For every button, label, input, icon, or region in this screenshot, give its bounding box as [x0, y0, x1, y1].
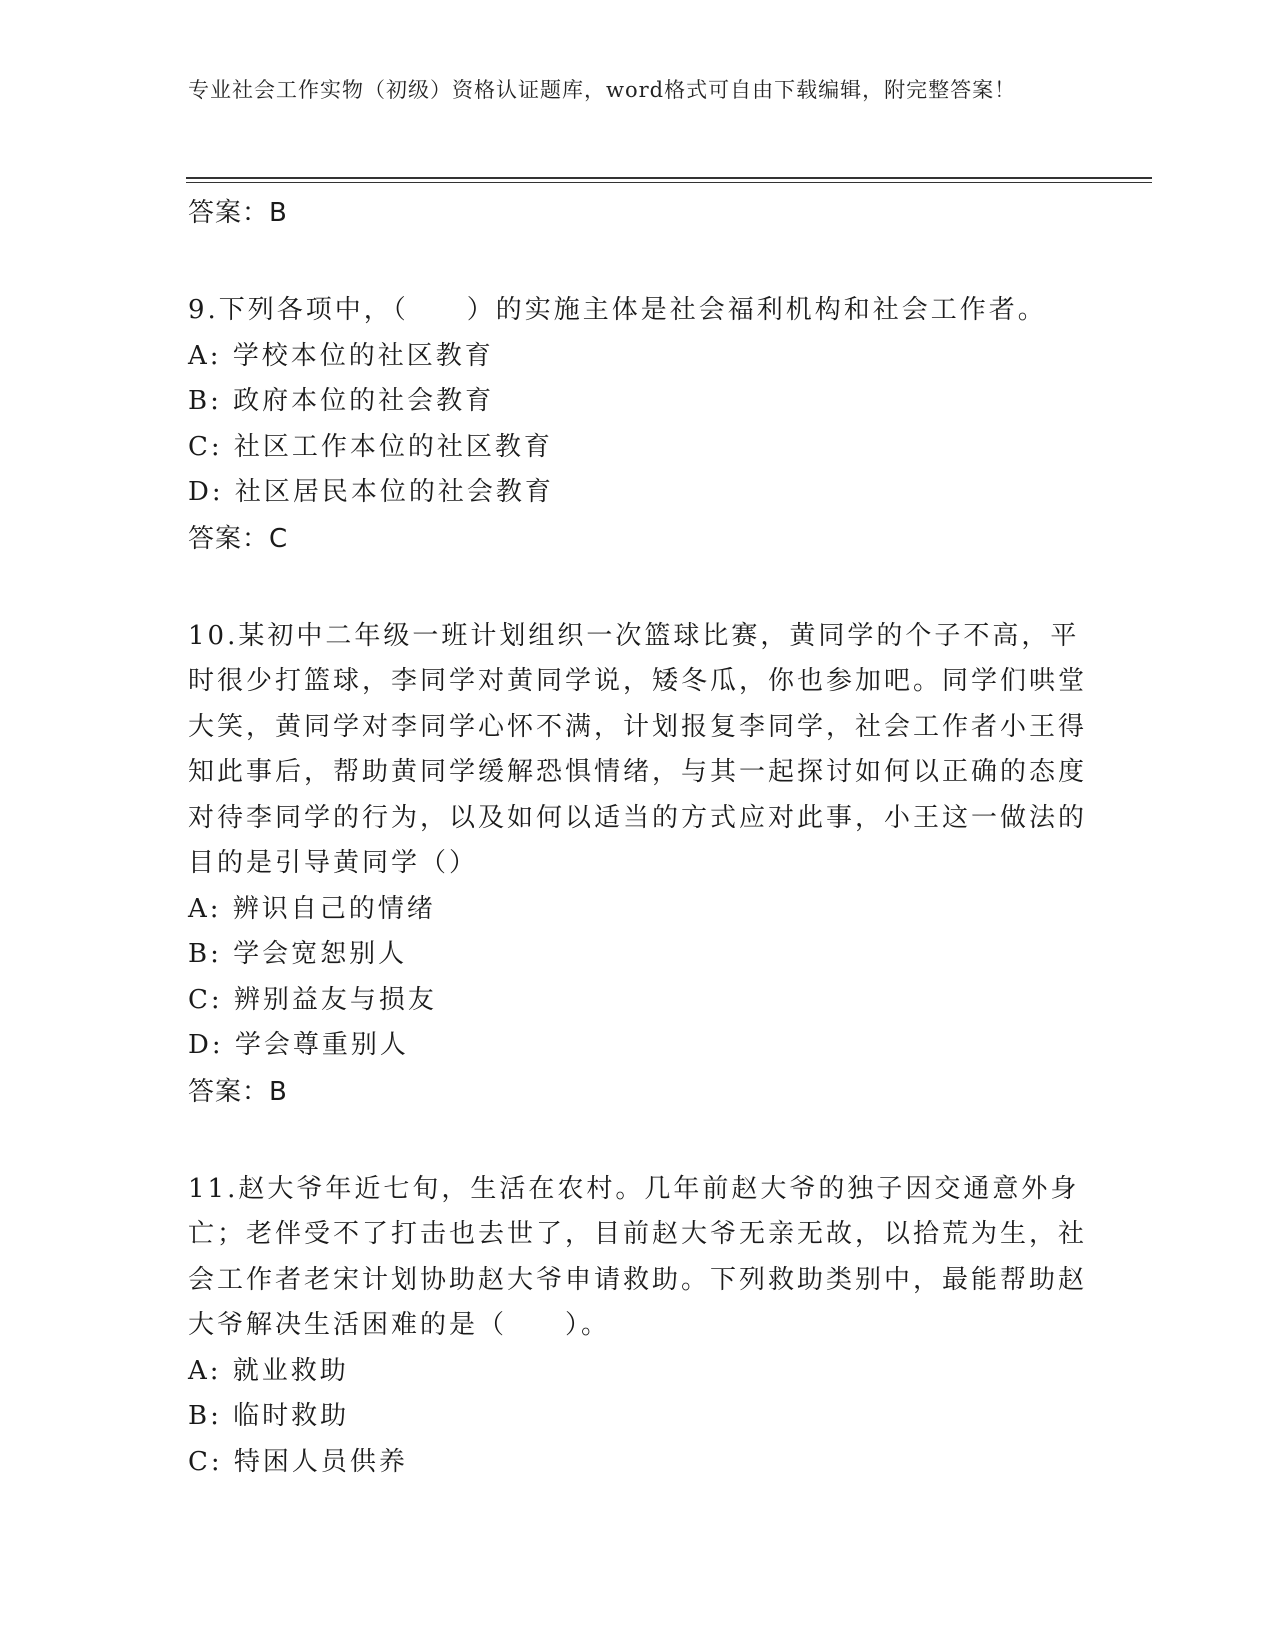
question-stem: 11.赵大爷年近七旬，生活在农村。几年前赵大爷的独子因交通意外身亡；老伴受不了打击也去世了，目前赵大爷无亲无故，以拾荒为生，社会工作者老宋计划协助赵大爷申请救助。下列救助类别中，最能帮助赵大爷解决生活困难的是（ ）。 — [188, 1173, 1088, 1340]
header-divider-thin — [186, 182, 1152, 183]
option-b: B: 学会宽恕别人 — [188, 939, 408, 969]
answer-q10: 答案：B — [188, 1076, 288, 1107]
option-c: C: 社区工作本位的社区教育 — [188, 431, 553, 462]
page-header: 专业社会工作实物（初级）资格认证题库，word格式可自由下载编辑，附完整答案！ — [188, 78, 1017, 102]
option-b: B: 政府本位的社会教育 — [188, 386, 495, 416]
option-c: C: 辨别益友与损友 — [188, 984, 437, 1015]
answer-q8: 答案：B — [188, 198, 288, 228]
document-body — [188, 190, 1088, 1485]
answer-q9: 答案：C — [188, 523, 289, 554]
option-d: D: 学会尊重别人 — [188, 1030, 409, 1060]
question-10 — [188, 614, 1088, 1115]
option-a: A: 学校本位的社区教育 — [188, 340, 494, 371]
question-stem: 9.下列各项中，（ ）的实施主体是社会福利机构和社会工作者。 — [188, 295, 1047, 325]
option-c: C: 特困人员供养 — [188, 1446, 408, 1477]
question-stem: 10.某初中二年级一班计划组织一次篮球比赛，黄同学的个子不高，平时很少打篮球，李同学对黄同学说，矮冬瓜，你也参加吧。同学们哄堂大笑，黄同学对李同学心怀不满，计划报复李同学，社会工作者小王得知此事后，帮助黄同学缓解恐惧情绪，与其一起探讨如何以正确的态度对待李同学的行为，以及如何以适当的方式应对此事，小王这一做法的目的是引导黄同学（） — [188, 620, 1088, 878]
option-b: B: 临时救助 — [188, 1401, 350, 1431]
question-9 — [188, 288, 1088, 562]
question-11 — [188, 1167, 1088, 1486]
option-a: A: 就业救助 — [188, 1355, 349, 1386]
header-divider — [186, 177, 1152, 179]
option-a: A: 辨识自己的情绪 — [188, 893, 436, 924]
option-d: D: 社区居民本位的社会教育 — [188, 477, 554, 507]
